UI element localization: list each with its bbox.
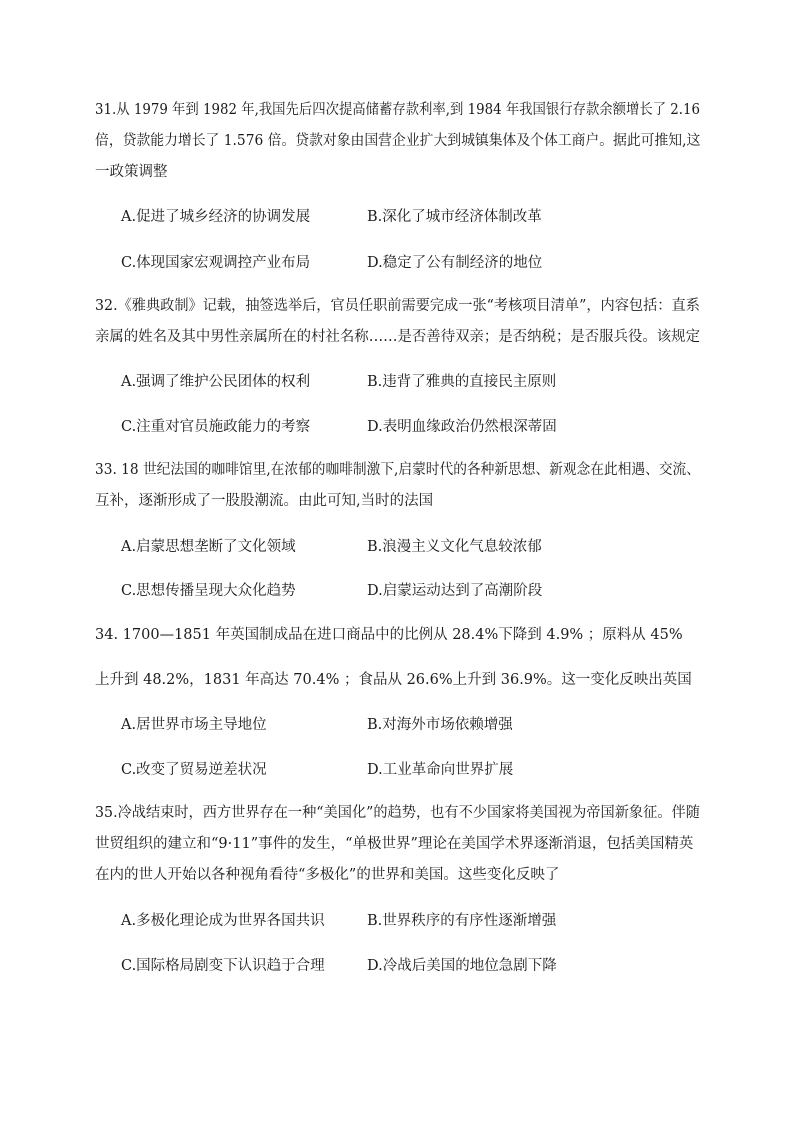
question-32-stem-line-1: 32.《雅典政制》记载，抽签选举后，官员任职前需要完成一张“考核项目清单”，内容包括：直系 [95,298,700,314]
question-35-option-a: A.多极化理论成为世界各国共识 [121,913,325,929]
question-34-option-a: A.居世界市场主导地位 [121,717,267,733]
question-34-option-d: D.工业革命向世界扩展 [367,762,514,778]
question-35-option-d: D.冷战后美国的地位急剧下降 [367,958,557,974]
question-32-option-b: B.违背了雅典的直接民主原则 [367,374,557,390]
question-33-option-a: A.启蒙思想垄断了文化领域 [121,539,296,555]
question-33-option-d: D.启蒙运动达到了高潮阶段 [367,583,543,599]
question-31-stem-line-2: 倍，贷款能力增长了 1.576 倍。贷款对象由国营企业扩大到城镇集体及个体工商户。据此可推知,这 [95,133,701,149]
question-31-option-a: A.促进了城乡经济的协调发展 [121,209,311,225]
question-31-option-c: C.体现国家宏观调控产业布局 [121,255,311,271]
question-35-stem-line-1: 35.冷战结束时，西方世界存在一种“美国化”的趋势，也有不少国家将美国视为帝国新象征。伴随 [95,805,700,821]
question-33-stem-line-1: 33. 18 世纪法国的咖啡馆里,在浓郁的咖啡制激下,启蒙时代的各种新思想、新观念在此相遇、交流、 [95,462,700,478]
question-34-stem-line-2: 上升到 48.2%，1831 年高达 70.4% ；食品从 26.6%上升到 36.9%。这一变化反映出英国 [95,672,692,688]
question-31-option-d: D.稳定了公有制经济的地位 [367,255,543,271]
question-33-option-c: C.思想传播呈现大众化趋势 [121,583,296,599]
question-32-option-d: D.表明血缘政治仍然根深蒂固 [367,419,557,435]
question-31-option-b: B.深化了城市经济体制改革 [367,209,542,225]
question-32-option-a: A.强调了维护公民团体的权利 [121,374,311,390]
question-33-option-b: B.浪漫主义文化气息较浓郁 [367,539,542,555]
question-31-stem-line-3: 一政策调整 [95,164,168,180]
question-32-option-c: C.注重对官员施政能力的考察 [121,419,311,435]
question-32-stem-line-2: 亲属的姓名及其中男性亲属所在的村社名称……是否善待双亲；是否纳税；是否服兵役。该规定 [95,329,700,345]
question-35-stem-line-3: 在内的世人开始以各种视角看待“多极化”的世界和美国。这些变化反映了 [95,867,560,883]
question-34-option-c: C.改变了贸易逆差状况 [121,762,267,778]
question-31-stem-line-1: 31.从 1979 年到 1982 年,我国先后四次提高储蓄存款利率,到 1984 年我国银行存款余额增长了 2.16 [95,102,701,118]
question-35-option-c: C.国际格局剧变下认识趋于合理 [121,958,325,974]
question-33-stem-line-2: 互补，逐渐形成了一股股潮流。由此可知,当时的法国 [95,493,434,509]
question-35-option-b: B.世界秩序的有序性逐渐增强 [367,913,557,929]
question-34-option-b: B.对海外市场依赖增强 [367,717,513,733]
question-34-stem-line-1: 34. 1700—1851 年英国制成品在进口商品中的比例从 28.4%下降到 4.9% ；原料从 45% [95,627,683,643]
question-35-stem-line-2: 世贸组织的建立和“9·11”事件的发生，“单极世界”理论在美国学术界逐渐消退，包括美国精英 [95,836,694,852]
